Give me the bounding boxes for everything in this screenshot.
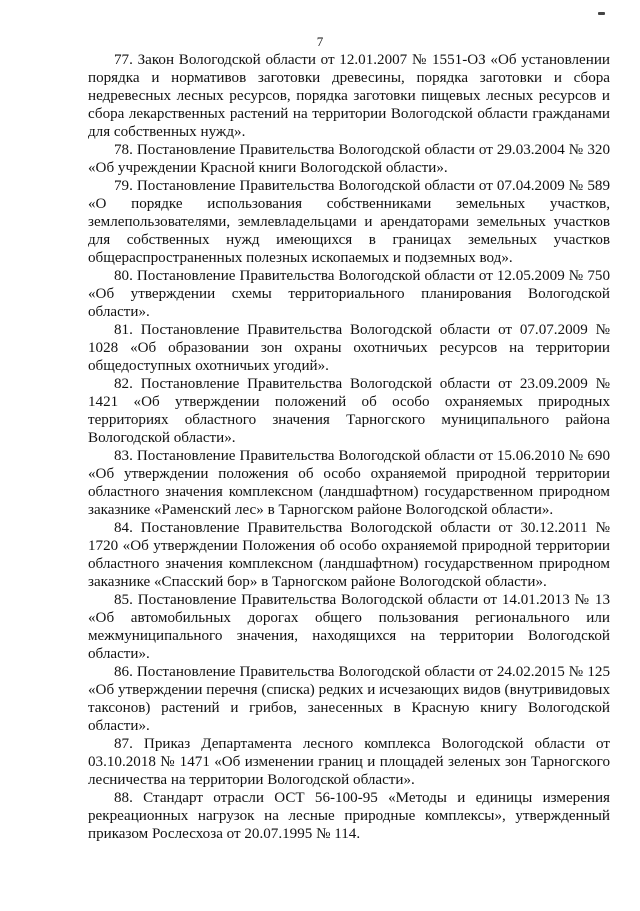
list-item-80: 80. Постановление Правительства Вологодской области от 12.05.2009 № 750 «Об утверждении схемы территориального планирования Вологодской области». bbox=[88, 268, 610, 320]
list-item-79: 79. Постановление Правительства Вологодской области от 07.04.2009 № 589 «О порядке использования собственниками земельных участков, землепользователями, землевладельцами и арендаторами земельных участков для собственных нужд имеющихся в границах земельных участков общераспространенных полезных ископаемых и подземных вод». bbox=[88, 178, 610, 266]
list-item-82: 82. Постановление Правительства Вологодской области от 23.09.2009 № 1421 «Об утверждении положений об особо охраняемых природных территориях областного значения Тарногского муниципального района Вологодской области». bbox=[88, 376, 610, 446]
list-item-83: 83. Постановление Правительства Вологодской области от 15.06.2010 № 690 «Об утверждении положения об особо охраняемой природной территории областного значения комплексном (ландшафтном) государственном природном заказнике «Раменский лес» в Тарногском районе Вологодской области». bbox=[88, 448, 610, 518]
list-item-86: 86. Постановление Правительства Вологодской области от 24.02.2015 № 125 «Об утверждении перечня (списка) редких и исчезающих видов (внутривидовых таксонов) растений и грибов, занесенных в Красную книгу Вологодской области». bbox=[88, 664, 610, 734]
list-item-85: 85. Постановление Правительства Вологодской области от 14.01.2013 № 13 «Об автомобильных дорогах общего пользования регионального или межмуниципального значения, находящихся на территории Вологодской области». bbox=[88, 592, 610, 662]
list-item-81: 81. Постановление Правительства Вологодской области от 07.07.2009 № 1028 «Об образовании зон охраны охотничьих ресурсов на территории общедоступных охотничьих угодий». bbox=[88, 322, 610, 374]
list-item-88: 88. Стандарт отрасли ОСТ 56-100-95 «Методы и единицы измерения рекреационных нагрузок на лесные природные комплексы», утвержденный приказом Рослесхоза от 20.07.1995 № 114. bbox=[88, 790, 610, 842]
document-body bbox=[88, 51, 610, 843]
list-item-84: 84. Постановление Правительства Вологодской области от 30.12.2011 № 1720 «Об утверждении Положения об особо охраняемой природной территории областного значения комплексном (ландшафтном) государственном природном заказнике «Спасский бор» в Тарногском районе Вологодской области». bbox=[88, 520, 610, 590]
list-item-77: 77. Закон Вологодской области от 12.01.2007 № 1551-ОЗ «Об установлении порядка и нормативов заготовки древесины, порядка заготовки и сбора недревесных лесных ресурсов, порядка заготовки пищевых лесных ресурсов и сбора лекарственных растений на территории Вологодской области гражданами для собственных нужд». bbox=[88, 52, 610, 140]
list-item-78: 78. Постановление Правительства Вологодской области от 29.03.2004 № 320 «Об учреждении Красной книги Вологодской области». bbox=[88, 142, 610, 176]
scan-mark bbox=[598, 12, 605, 15]
list-item-87: 87. Приказ Департамента лесного комплекса Вологодской области от 03.10.2018 № 1471 «Об изменении границ и площадей зеленых зон Тарногского лесничества на территории Вологодской области». bbox=[88, 736, 610, 788]
page-number: 7 bbox=[316, 34, 324, 49]
